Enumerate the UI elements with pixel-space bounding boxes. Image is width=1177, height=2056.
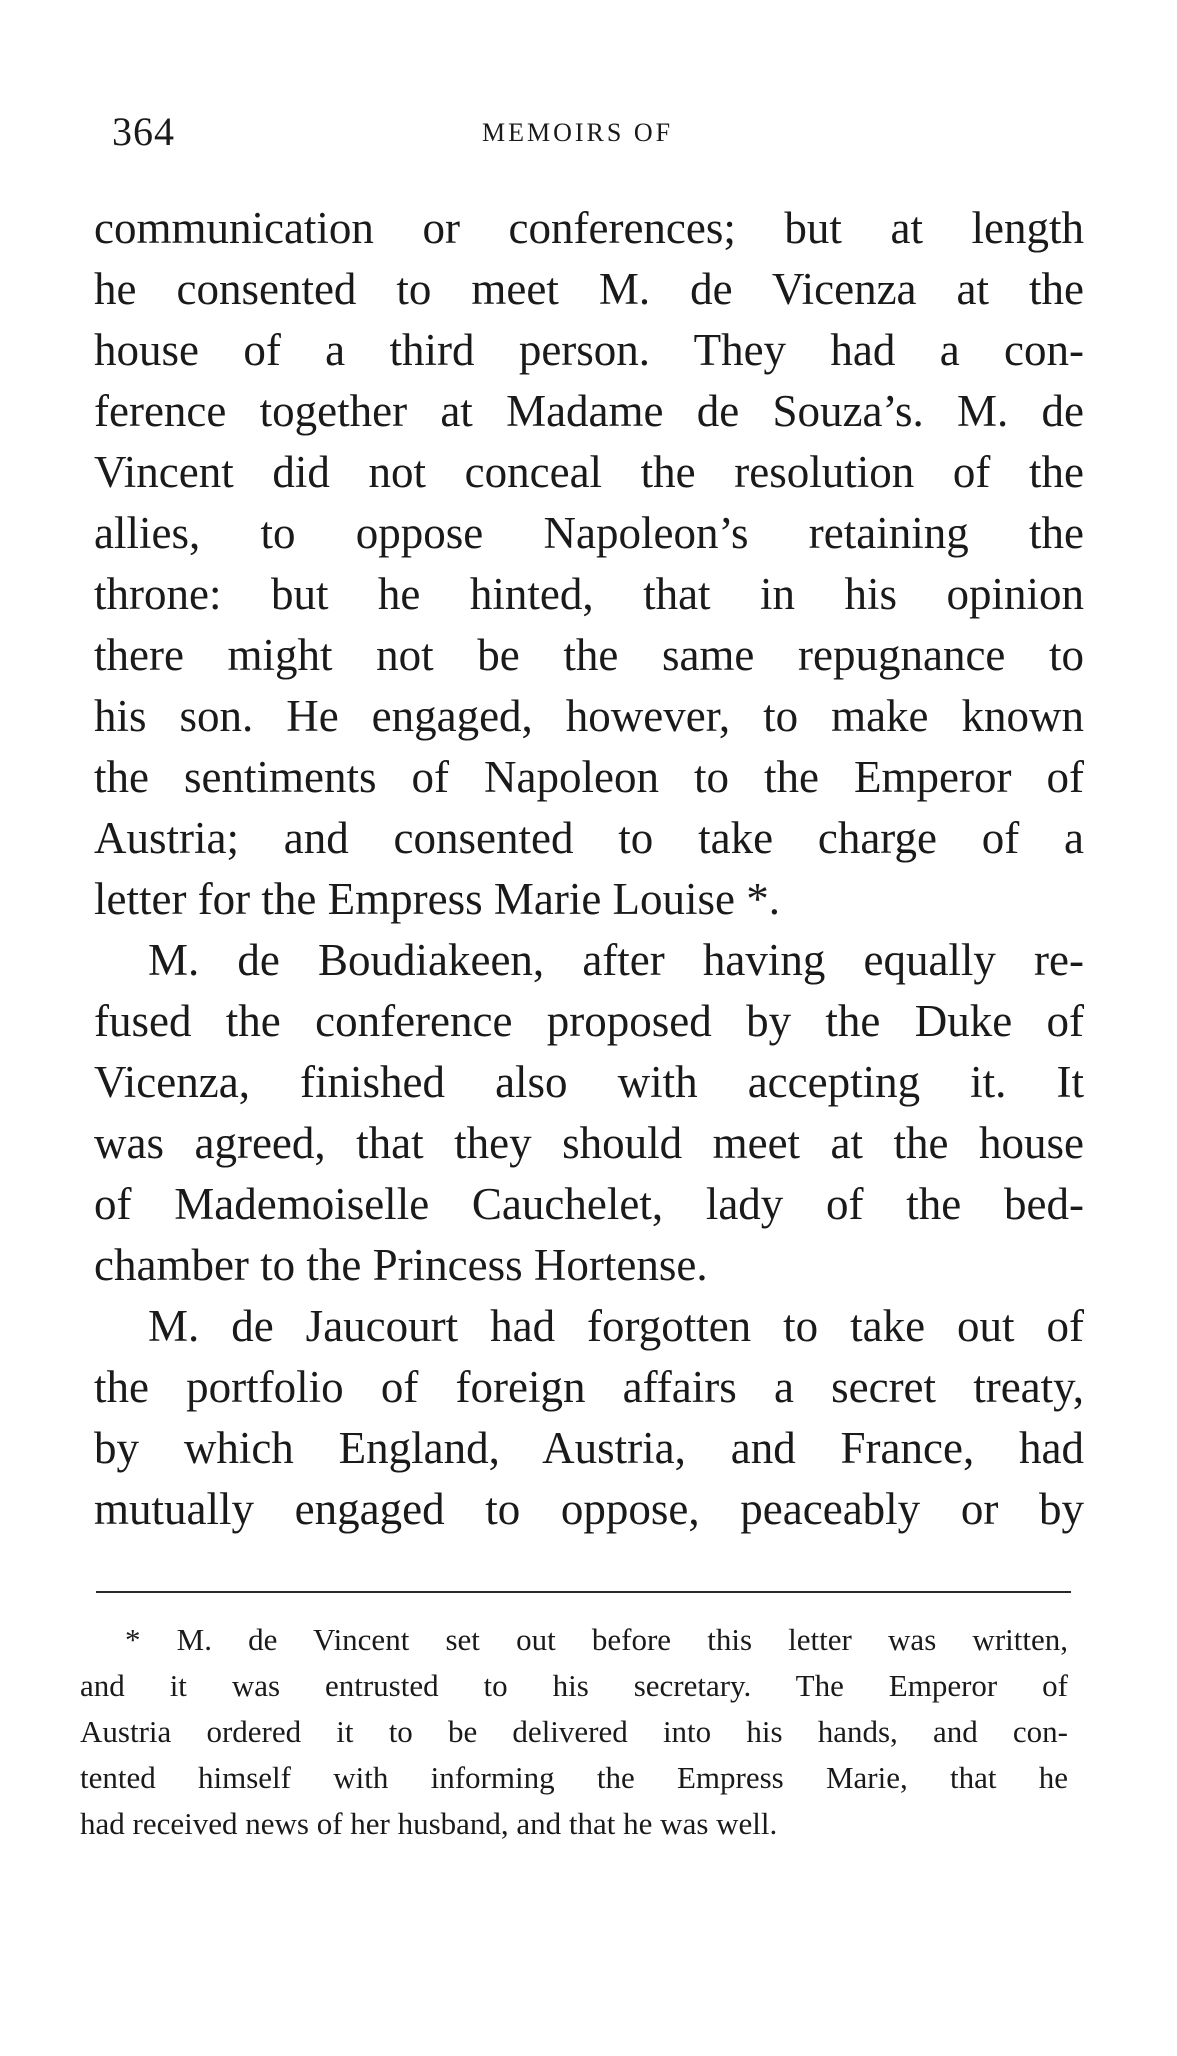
footnote-line: Austria ordered it to be delivered into his hands, and con- [80,1714,1068,1749]
body-line: the portfolio of foreign affairs a secret treaty, [94,1362,1084,1412]
body-line: was agreed, that they should meet at the house [94,1118,1084,1168]
body-line: ference together at Madame de Souza’s. M. de [94,386,1084,436]
body-line: letter for the Empress Marie Louise *. [94,874,781,924]
footnote-rule [96,1591,1071,1593]
body-line: there might not be the same repugnance to [94,630,1084,680]
body-line: chamber to the Princess Hortense. [94,1240,708,1290]
running-head: MEMOIRS OF [482,118,674,147]
body-line: Austria; and consented to take charge of a [94,813,1084,863]
body-line: M. de Jaucourt had forgotten to take out of [148,1301,1084,1351]
page-header [112,108,1072,158]
body-line: allies, to oppose Napoleon’s retaining the [94,508,1084,558]
body-text [94,198,1084,1540]
body-line: communication or conferences; but at length [94,203,1084,253]
body-line: Vicenza, finished also with accepting it. It [94,1057,1084,1107]
footnote-line: and it was entrusted to his secretary. The Emperor of [80,1668,1068,1703]
body-line: Vincent did not conceal the resolution of the [94,447,1084,497]
page-number: 364 [112,109,175,154]
body-line: by which England, Austria, and France, had [94,1423,1084,1473]
body-line: of Mademoiselle Cauchelet, lady of the bed- [94,1179,1084,1229]
body-line: M. de Boudiakeen, after having equally re- [148,935,1084,985]
body-line: mutually engaged to oppose, peaceably or by [94,1484,1084,1534]
body-line: house of a third person. They had a con- [94,325,1084,375]
footnote-line: * M. de Vincent set out before this letter was written, [125,1622,1068,1657]
body-line: fused the conference proposed by the Duke of [94,996,1084,1046]
footnote-line: had received news of her husband, and that he was well. [80,1806,778,1841]
body-line: throne: but he hinted, that in his opinion [94,569,1084,619]
body-line: he consented to meet M. de Vicenza at the [94,264,1084,314]
footnote-line: tented himself with informing the Empress Marie, that he [80,1760,1068,1795]
body-line: the sentiments of Napoleon to the Emperor of [94,752,1084,802]
body-line: his son. He engaged, however, to make known [94,691,1084,741]
footnote [80,1617,1068,1847]
